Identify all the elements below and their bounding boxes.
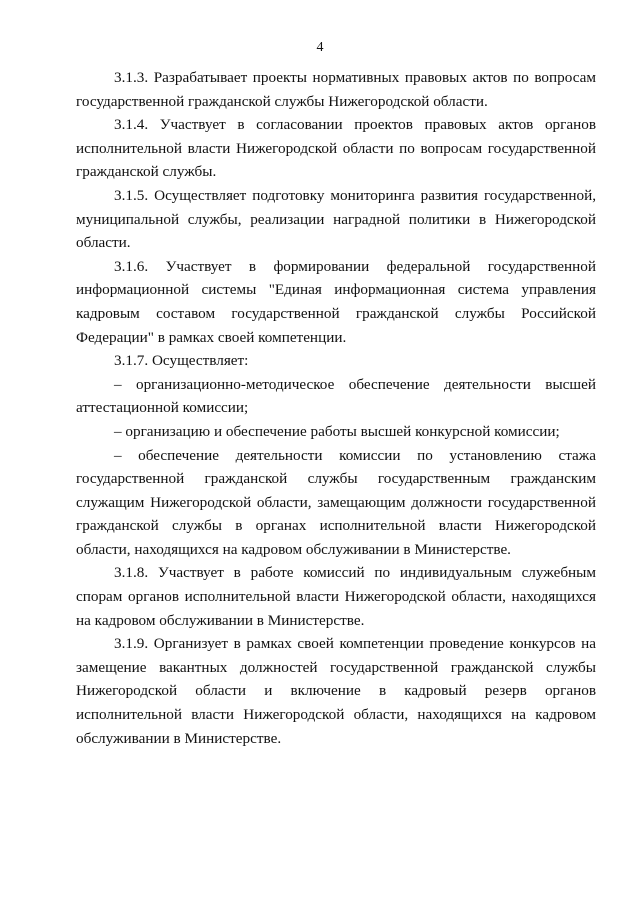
list-item-attestation-commission: – организационно-методическое обеспечение деятельности высшей аттестационной комиссии; [76,375,596,417]
paragraph-3-1-4: 3.1.4. Участвует в согласовании проектов правовых актов органов исполнительной власти Нижегородской области по вопросам государственной гражданской службы. [76,116,596,181]
paragraph-3-1-9: 3.1.9. Организует в рамках своей компетенции проведение конкурсов на замещение вакантных должностей государственной гражданской службы Нижегородской области и включение в кадровый резерв органов исполнительной власти Нижегородской области, находящихся на кадровом обслуживании в Министерстве. [76,635,596,747]
paragraph-3-1-7: 3.1.7. Осуществляет: [114,352,249,370]
paragraph-3-1-5: 3.1.5. Осуществляет подготовку мониторинга развития государственной, муниципальной службы, реализации наградной политики в Нижегородской области. [76,186,596,252]
list-item-competition-commission: – организацию и обеспечение работы высшей конкурсной комиссии; [114,422,560,440]
paragraph-3-1-3: 3.1.3. Разрабатывает проекты нормативных правовых актов по вопросам государственной гражданской службы Нижегородской области. [76,69,596,110]
paragraph-3-1-6: 3.1.6. Участвует в формировании федеральной государственной информационной системы "Единая информационная система управления кадровым составом государственной гражданской службы Российской Федерации" в рамках своей компетенции. [76,257,596,346]
paragraph-3-1-8: 3.1.8. Участвует в работе комиссий по индивидуальным служебным спорам органов исполнительной власти Нижегородской области, находящихся на кадровом обслуживании в Министерстве. [76,564,596,629]
document-body [76,66,596,750]
list-item-seniority-commission: – обеспечение деятельности комиссии по установлению стажа государственной гражданской службы государственным гражданским служащим Нижегородской области, замещающим должности государственной гражданской службы в органах исполнительной власти Нижегородской области, находящихся на кадровом обслуживании в Министерстве. [76,446,596,558]
page-number: 4 [316,40,324,55]
